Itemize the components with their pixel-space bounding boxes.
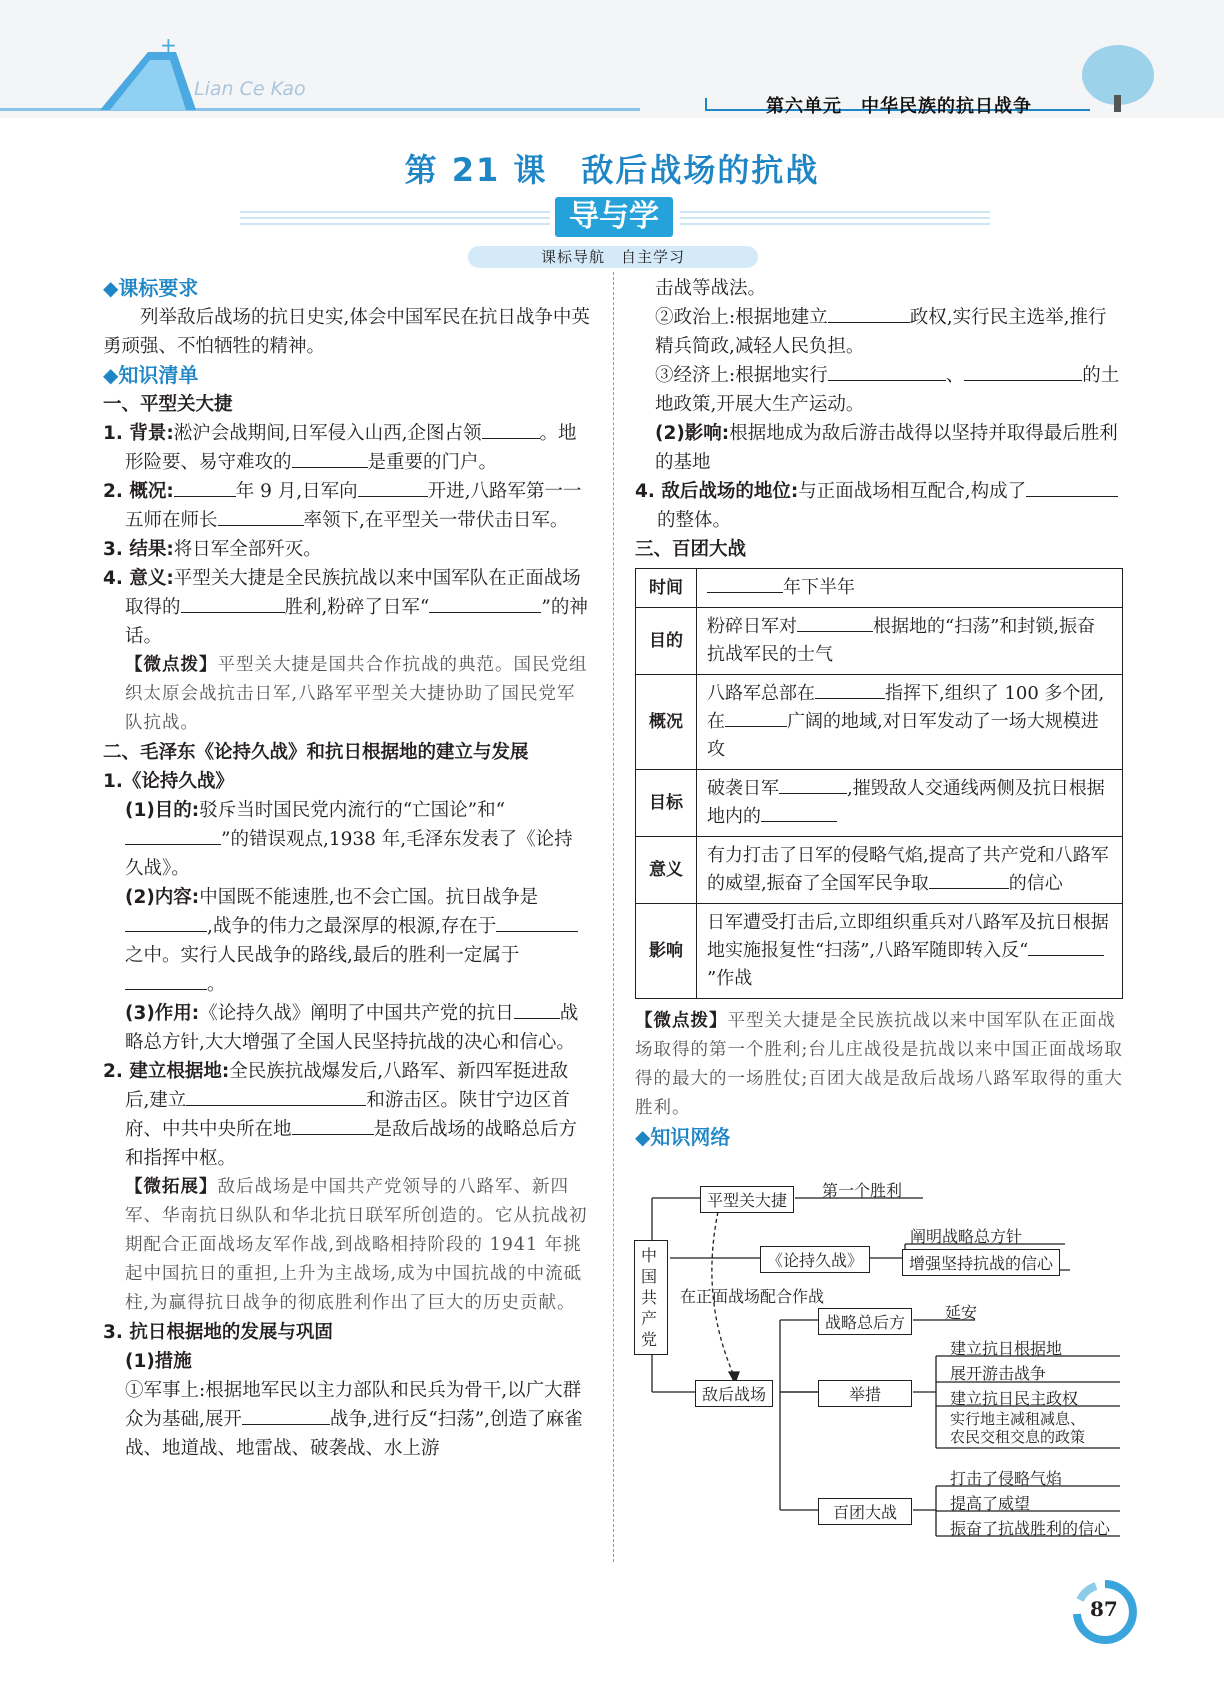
p2-bases: 2. 建立根据地:全民族抗战爆发后,八路军、新四军挺进敌后,建立 和游击区。陕甘宁边区首府、中共中央所在地 是敌后战场的战略总后方和指挥中枢。 xyxy=(103,1061,578,1169)
tree-node-hundred-regiments: 百团大战 xyxy=(818,1498,912,1525)
svg-text:+: + xyxy=(160,33,177,57)
p2-military: ①军事上:根据地军民以主力部队和民兵为骨干,以广大群众为基础,展开 战争,进行反“扫荡”,创造了麻雀战、地道战、地雷战、破袭战、水上游 xyxy=(125,1380,583,1459)
table-row: 时间 年下半年 xyxy=(636,569,1123,608)
lesson-title: 第 21 课 敌后战场的抗战 xyxy=(404,151,820,189)
note-tip-2: 【微点拨】平型关大捷是全民族抗战以来中国军队在正面战场取得的第一个胜利;台儿庄战役是抗战以来中国正面战场取得的最大的一场胜仗;百团大战是敌后战场八路军取得的重大胜利。 xyxy=(635,1011,1123,1118)
tree-root: 中国共产党 xyxy=(634,1240,668,1355)
p1-overview: 2. 概况: 年 9 月,日军向 开进,八路军第一一五师在师长 率领下,在平型关一带伏击日军。 xyxy=(103,477,591,535)
r-economic: ③经济上:根据地实行 、 的土地政策,开展大生产运动。 xyxy=(635,361,1123,419)
unit-title: 第六单元 中华民族的抗日战争 xyxy=(766,96,1032,117)
table-row: 意义 有力打击了日军的侵略气焰,提高了共产党和八路军的威望,振奋了全国军民争取 的信心 xyxy=(636,837,1123,904)
p2-development: 3. 抗日根据地的发展与巩固 xyxy=(103,1322,333,1343)
p1-result: 3. 结果:将日军全部歼灭。 xyxy=(103,539,322,560)
section-curriculum: ◆课标要求 xyxy=(103,276,199,300)
tree-node-pingxingguan: 平型关大捷 xyxy=(700,1186,794,1213)
p1-meaning: 4. 意义:平型关大捷是全民族抗战以来中国军队在正面战场取得的 胜利,粉碎了日军“ ”的神话。 xyxy=(103,568,588,647)
p2-purpose: (1)目的:驳斥当时国民党内流行的“亡国论”和“”的错误观点,1938 年,毛泽东发表了《论持久战》。 xyxy=(125,800,573,879)
part1-heading: 一、平型关大捷 xyxy=(103,394,233,415)
table-row: 影响 日军遭受打击后,立即组织重兵对八路军及抗日根据地实施报复性“扫荡”,八路军随即转入反“”作战 xyxy=(636,904,1123,999)
tree-label: 提高了威望 xyxy=(950,1494,1031,1513)
tree-label: 阐明战略总方针 xyxy=(910,1227,1023,1246)
tree-label: 展开游击战争 xyxy=(950,1364,1047,1383)
table-row: 概况 八路军总部在 指挥下,组织了 100 多个团,在 广阔的地域,对日军发动了一场大规模进攻 xyxy=(636,675,1123,770)
part2-heading: 二、毛泽东《论持久战》和抗日根据地的建立与发展 xyxy=(103,742,529,763)
p1-background: 1. 背景:淞沪会战期间,日军侵入山西,企图占领 。地形险要、易守难攻的 是重要的门户。 xyxy=(103,419,591,477)
p2-effect: (3)作用:《论持久战》阐明了中国共产党的抗日 战略总方针,大大增强了全国人民坚持抗战的决心和信心。 xyxy=(103,999,591,1057)
brand-name: Lian Ce Kao xyxy=(194,78,306,100)
tree-node-rear-battlefield: 敌后战场 xyxy=(695,1380,773,1407)
guide-subtitle: 课标导航 自主学习 xyxy=(468,246,758,268)
r-influence: (2)影响:根据地成为敌后游击战得以坚持并取得最后胜利的基地 xyxy=(655,423,1118,473)
tree-label: 振奋了抗战胜利的信心 xyxy=(950,1519,1111,1538)
p2-measures: (1)措施 xyxy=(125,1351,192,1372)
guide-badge: 导与学 xyxy=(555,197,673,237)
note-tip-1: 【微点拨】平型关大捷是国共合作抗战的典范。国民党组织太原会战抗击日军,八路军平型关大捷协助了国民党军队抗战。 xyxy=(125,655,588,733)
section-network: ◆知识网络 xyxy=(635,1125,731,1149)
section-knowledge: ◆知识清单 xyxy=(103,363,199,387)
tree-label: 建立抗日根据地 xyxy=(950,1339,1063,1358)
tree-label: 第一个胜利 xyxy=(822,1181,903,1200)
table-row: 目的 粉碎日军对 根据地的“扫荡”和封锁,振奋抗战军民的士气 xyxy=(636,608,1123,675)
tree-label: 延安 xyxy=(945,1303,978,1322)
tree-node-strategic-rear: 战略总后方 xyxy=(818,1308,912,1335)
tree-label: 实行地主减租减息、 农民交租交息的政策 xyxy=(950,1410,1086,1446)
page-number: 87 xyxy=(1090,1597,1118,1621)
tree-label: 增强坚持抗战的信心 xyxy=(902,1249,1060,1276)
tree-label: 在正面战场配合作战 xyxy=(680,1287,825,1306)
tree-node-measures: 举措 xyxy=(818,1380,912,1407)
r-continued: 击战等战法。 xyxy=(655,278,767,299)
r-status: 4. 敌后战场的地位:与正面战场相互配合,构成了的整体。 xyxy=(635,477,1123,535)
tree-label: 打击了侵略气焰 xyxy=(950,1469,1063,1488)
part3-heading: 三、百团大战 xyxy=(635,539,747,560)
p2-content: (2)内容:中国既不能速胜,也不会亡国。抗日战争是,战争的伟力之最深厚的根源,存在于之中。实行人民战争的路线,最后的胜利一定属于。 xyxy=(103,883,591,999)
r-political: ②政治上:根据地建立 政权,实行民主选举,推行精兵简政,减轻人民负担。 xyxy=(635,303,1123,361)
table-row: 目标 破袭日军 ,摧毁敌人交通线两侧及抗日根据地内的 xyxy=(636,770,1123,837)
tree-node-protracted-war: 《论持久战》 xyxy=(760,1246,870,1273)
tree-label: 建立抗日民主政权 xyxy=(950,1389,1079,1408)
curriculum-text: 列举敌后战场的抗日史实,体会中国军民在抗日战争中英勇顽强、不怕牺牲的精神。 xyxy=(103,307,590,357)
note-expand: 【微拓展】敌后战场是中国共产党领导的八路军、新四军、华南抗日纵队和华北抗日联军所创造的。它从抗战初期配合正面战场友军作战,到战略相持阶段的 1941 年挑起中国抗日的重担,上升为主战场,成为中国抗战的中流砥柱,为赢得抗日战争的彻底胜利作出了巨大的历史贡献。 xyxy=(125,1177,588,1313)
p2-protracted-war: 1.《论持久战》 xyxy=(103,771,234,792)
